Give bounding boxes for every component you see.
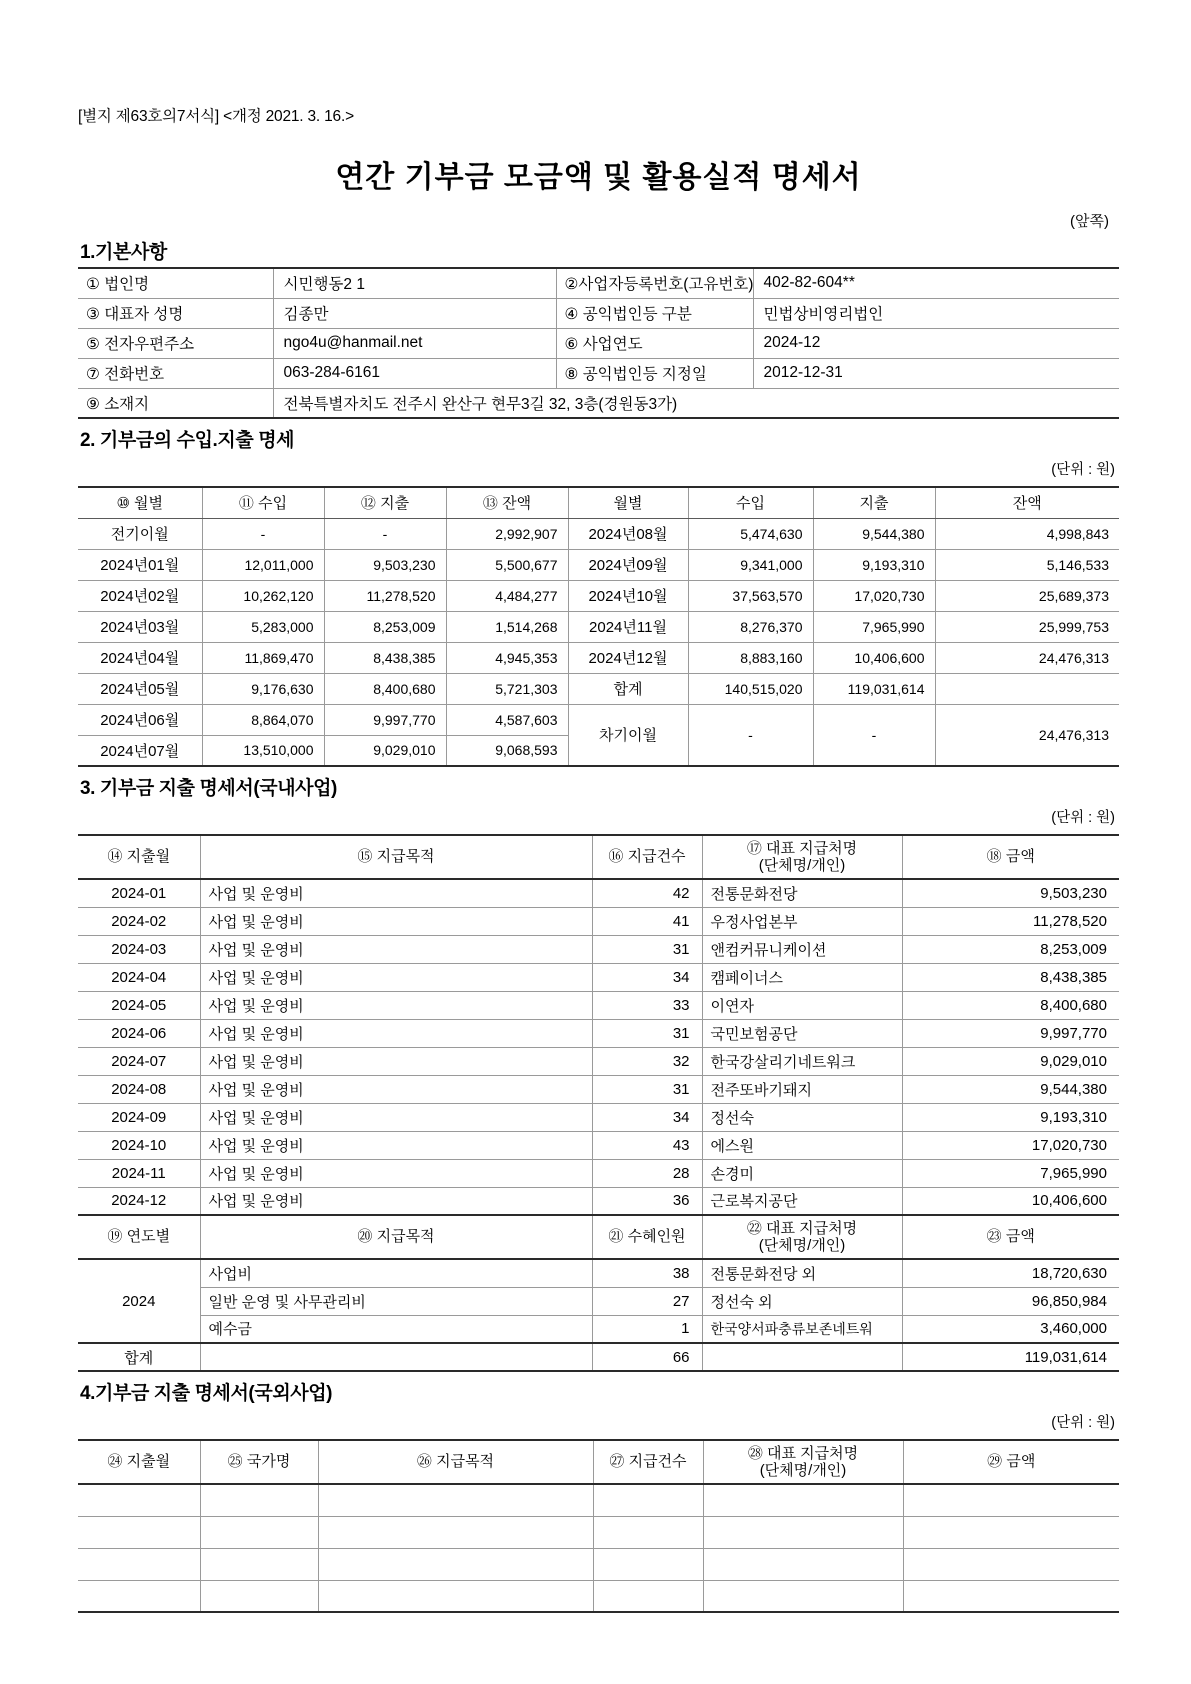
beneficiaries-cell: 38 (592, 1259, 702, 1287)
table-row (78, 879, 1119, 907)
payee-cell: 정선숙 (702, 1103, 902, 1131)
expense-month-cell: 2024-12 (78, 1187, 200, 1215)
col-header-income-left: ⑪ 수입 (202, 487, 324, 518)
beneficiaries-cell: 1 (592, 1315, 702, 1343)
basic-value-corp-name: 시민행동2 1 (273, 268, 556, 298)
payee-cell: 한국강살리기네트워크 (702, 1047, 902, 1075)
section4-heading: 4.기부금 지출 명세서(국외사업) (80, 1383, 333, 1404)
income-cell: 11,869,470 (202, 642, 324, 673)
income-cell: 37,563,570 (688, 580, 813, 611)
overseas-payee-cell (703, 1516, 903, 1548)
purpose-cell: 사업 및 운영비 (200, 879, 592, 907)
basic-value-corp-type: 민법상비영리법인 (753, 298, 1119, 328)
count-cell: 34 (592, 963, 702, 991)
col-header-payee-line2: (단체명/개인) (758, 857, 846, 874)
expense-month-cell: 2024-06 (78, 1019, 200, 1047)
expense-cell: 8,400,680 (324, 673, 446, 704)
overseas-month-cell (78, 1484, 200, 1516)
table-row (78, 328, 1119, 358)
country-cell (200, 1484, 318, 1516)
purpose-cell: 사업 및 운영비 (200, 1103, 592, 1131)
overseas-purpose-cell (318, 1580, 593, 1612)
col-header-balance-right: 잔액 (935, 487, 1119, 518)
overseas-payee-cell (703, 1548, 903, 1580)
payee-cell: 앤컴커뮤니케이션 (702, 935, 902, 963)
balance-cell: 4,945,353 (446, 642, 568, 673)
monthly-income-expense-table (78, 486, 1119, 767)
income-cell: - (202, 518, 324, 549)
basic-value-designation-date: 2012-12-31 (753, 358, 1119, 388)
carry-forward-label: 차기이월 (568, 704, 688, 766)
income-cell: 9,341,000 (688, 549, 813, 580)
col-header-payee-line1: ⑰ 대표 지급처명 (746, 839, 858, 857)
amount-cell: 9,997,770 (902, 1019, 1119, 1047)
income-cell: 5,474,630 (688, 518, 813, 549)
col-header-country: ㉕ 국가명 (200, 1440, 318, 1484)
beneficiaries-cell: 27 (592, 1287, 702, 1315)
income-cell: 9,176,630 (202, 673, 324, 704)
expense-month-cell: 2024-11 (78, 1159, 200, 1187)
yearly-payee-cell: 한국양서파충류보존네트워 (702, 1315, 902, 1343)
expense-cell: 9,029,010 (324, 735, 446, 766)
expense-cell: 9,503,230 (324, 549, 446, 580)
expense-cell: 9,544,380 (813, 518, 935, 549)
count-cell: 31 (592, 935, 702, 963)
income-cell: 13,510,000 (202, 735, 324, 766)
basic-label-corp-type: ④ 공익법인등 구분 (556, 298, 753, 328)
table-row (78, 1159, 1119, 1187)
table-row (78, 1075, 1119, 1103)
expense-cell: 17,020,730 (813, 580, 935, 611)
expense-month-cell: 2024-10 (78, 1131, 200, 1159)
table-row (78, 704, 1119, 735)
table-row (78, 611, 1119, 642)
table-row (78, 580, 1119, 611)
overseas-amount-cell (903, 1516, 1119, 1548)
amount-cell: 9,193,310 (902, 1103, 1119, 1131)
table-row (78, 642, 1119, 673)
table-row (78, 991, 1119, 1019)
income-cell: 8,276,370 (688, 611, 813, 642)
section2-unit-note: (단위 : 원) (1051, 462, 1115, 478)
income-cell: 12,011,000 (202, 549, 324, 580)
col-header-balance-left: ⑬ 잔액 (446, 487, 568, 518)
expense-cell: 7,965,990 (813, 611, 935, 642)
carry-forward-expense: - (813, 704, 935, 766)
expense-cell: 8,253,009 (324, 611, 446, 642)
table-row (78, 1187, 1119, 1215)
overseas-amount-cell (903, 1580, 1119, 1612)
col-header-yearly-payee-line2: (단체명/개인) (758, 1237, 846, 1254)
payee-cell: 국민보험공단 (702, 1019, 902, 1047)
total-purpose-cell (200, 1343, 592, 1371)
table-row (78, 388, 1119, 418)
amount-cell: 11,278,520 (902, 907, 1119, 935)
country-cell (200, 1548, 318, 1580)
month-cell: 전기이월 (78, 518, 202, 549)
overseas-month-cell (78, 1548, 200, 1580)
overseas-purpose-cell (318, 1516, 593, 1548)
income-cell: 8,883,160 (688, 642, 813, 673)
table-header-row-yearly (78, 1215, 1119, 1259)
month-cell: 2024년03월 (78, 611, 202, 642)
table-row (78, 1131, 1119, 1159)
domestic-expense-table (78, 834, 1119, 1372)
page-side-note: (앞쪽) (1070, 213, 1109, 230)
total-row-label: 합계 (568, 673, 688, 704)
payee-cell: 근로복지공단 (702, 1187, 902, 1215)
col-header-overseas-payee-line1: ㉘ 대표 지급처명 (747, 1444, 859, 1462)
table-row (78, 298, 1119, 328)
basic-value-fiscal-year: 2024-12 (753, 328, 1119, 358)
balance-cell: 5,146,533 (935, 549, 1119, 580)
expense-month-cell: 2024-04 (78, 963, 200, 991)
balance-cell: 25,689,373 (935, 580, 1119, 611)
col-header-yearly-payee (702, 1215, 902, 1259)
country-cell (200, 1516, 318, 1548)
payee-cell: 이연자 (702, 991, 902, 1019)
basic-label-address: ⑨ 소재지 (78, 388, 273, 418)
balance-cell: 24,476,313 (935, 642, 1119, 673)
count-cell: 28 (592, 1159, 702, 1187)
basic-label-biz-reg-no: ②사업자등록번호(고유번호) (556, 268, 753, 298)
count-cell: 33 (592, 991, 702, 1019)
section1-heading: 1.기본사항 (80, 242, 167, 263)
table-header-row (78, 1440, 1119, 1484)
yearly-amount-cell: 3,460,000 (902, 1315, 1119, 1343)
table-header-row (78, 835, 1119, 879)
col-header-yearly-purpose: ⑳ 지급목적 (200, 1215, 592, 1259)
amount-cell: 8,438,385 (902, 963, 1119, 991)
table-row (78, 963, 1119, 991)
col-header-overseas-payee (703, 1440, 903, 1484)
col-header-payment-purpose: ⑮ 지급목적 (200, 835, 592, 879)
basic-label-fiscal-year: ⑥ 사업연도 (556, 328, 753, 358)
payee-cell: 전주또바기돼지 (702, 1075, 902, 1103)
table-row (78, 1103, 1119, 1131)
expense-month-cell: 2024-02 (78, 907, 200, 935)
col-header-overseas-count: ㉗ 지급건수 (593, 1440, 703, 1484)
payee-cell: 캠페이너스 (702, 963, 902, 991)
yearly-purpose-cell: 사업비 (200, 1259, 592, 1287)
table-row (78, 1580, 1119, 1612)
month-cell: 2024년02월 (78, 580, 202, 611)
yearly-payee-cell: 정선숙 외 (702, 1287, 902, 1315)
basic-value-email: ngo4u@hanmail.net (273, 328, 556, 358)
col-header-overseas-purpose: ㉖ 지급목적 (318, 1440, 593, 1484)
section2-heading: 2. 기부금의 수입.지출 명세 (80, 430, 295, 451)
month-cell: 2024년04월 (78, 642, 202, 673)
col-header-overseas-month: ㉔ 지출월 (78, 1440, 200, 1484)
purpose-cell: 사업 및 운영비 (200, 991, 592, 1019)
page-title: 연간 기부금 모금액 및 활용실적 명세서 (335, 161, 862, 194)
amount-cell: 9,029,010 (902, 1047, 1119, 1075)
overseas-amount-cell (903, 1548, 1119, 1580)
table-row (78, 549, 1119, 580)
overseas-count-cell (593, 1580, 703, 1612)
month-cell: 2024년01월 (78, 549, 202, 580)
col-header-income-right: 수입 (688, 487, 813, 518)
table-row (78, 1484, 1119, 1516)
basic-value-biz-reg-no: 402-82-604** (753, 268, 1119, 298)
month-cell: 2024년10월 (568, 580, 688, 611)
carry-forward-balance: 24,476,313 (935, 704, 1119, 766)
table-row (78, 1315, 1119, 1343)
carry-forward-income: - (688, 704, 813, 766)
balance-cell: 2,992,907 (446, 518, 568, 549)
purpose-cell: 사업 및 운영비 (200, 1187, 592, 1215)
col-header-year: ⑲ 연도별 (78, 1215, 200, 1259)
amount-cell: 7,965,990 (902, 1159, 1119, 1187)
overseas-payee-cell (703, 1580, 903, 1612)
total-income-cell: 140,515,020 (688, 673, 813, 704)
month-cell: 2024년11월 (568, 611, 688, 642)
col-header-expense-left: ⑫ 지출 (324, 487, 446, 518)
amount-cell: 9,503,230 (902, 879, 1119, 907)
table-row (78, 1259, 1119, 1287)
month-cell: 2024년12월 (568, 642, 688, 673)
amount-cell: 8,400,680 (902, 991, 1119, 1019)
col-header-expense-month: ⑭ 지출월 (78, 835, 200, 879)
balance-cell: 5,721,303 (446, 673, 568, 704)
col-header-yearly-amount: ㉓ 금액 (902, 1215, 1119, 1259)
section3-heading: 3. 기부금 지출 명세서(국내사업) (80, 778, 337, 799)
col-header-payment-count: ⑯ 지급건수 (592, 835, 702, 879)
overseas-month-cell (78, 1580, 200, 1612)
payee-cell: 우정사업본부 (702, 907, 902, 935)
basic-info-table (78, 267, 1119, 419)
col-header-month-right: 월별 (568, 487, 688, 518)
expense-cell: 11,278,520 (324, 580, 446, 611)
basic-label-corp-name: ① 법인명 (78, 268, 273, 298)
table-row (78, 1287, 1119, 1315)
balance-cell: 4,998,843 (935, 518, 1119, 549)
purpose-cell: 사업 및 운영비 (200, 1159, 592, 1187)
balance-cell: 4,587,603 (446, 704, 568, 735)
basic-value-phone: 063-284-6161 (273, 358, 556, 388)
col-header-beneficiaries: ㉑ 수혜인원 (592, 1215, 702, 1259)
expense-month-cell: 2024-05 (78, 991, 200, 1019)
purpose-cell: 사업 및 운영비 (200, 1131, 592, 1159)
overseas-purpose-cell (318, 1548, 593, 1580)
overseas-month-cell (78, 1516, 200, 1548)
yearly-purpose-cell: 예수금 (200, 1315, 592, 1343)
expense-month-cell: 2024-09 (78, 1103, 200, 1131)
form-code: [별지 제63호의7서식] <개정 2021. 3. 16.> (78, 108, 354, 125)
basic-label-ceo-name: ③ 대표자 성명 (78, 298, 273, 328)
table-row (78, 358, 1119, 388)
income-cell: 10,262,120 (202, 580, 324, 611)
basic-label-phone: ⑦ 전화번호 (78, 358, 273, 388)
table-row (78, 935, 1119, 963)
count-cell: 31 (592, 1019, 702, 1047)
expense-month-cell: 2024-08 (78, 1075, 200, 1103)
balance-cell: 5,500,677 (446, 549, 568, 580)
table-row (78, 1019, 1119, 1047)
purpose-cell: 사업 및 운영비 (200, 1075, 592, 1103)
overseas-count-cell (593, 1484, 703, 1516)
income-cell: 8,864,070 (202, 704, 324, 735)
table-total-row (78, 1343, 1119, 1371)
table-row (78, 518, 1119, 549)
purpose-cell: 사업 및 운영비 (200, 1019, 592, 1047)
overseas-count-cell (593, 1516, 703, 1548)
month-cell: 2024년06월 (78, 704, 202, 735)
total-balance-cell (935, 673, 1119, 704)
col-header-overseas-payee-line2: (단체명/개인) (759, 1462, 847, 1479)
yearly-amount-cell: 96,850,984 (902, 1287, 1119, 1315)
total-label: 합계 (78, 1343, 200, 1371)
expense-cell: 9,997,770 (324, 704, 446, 735)
expense-cell: 9,193,310 (813, 549, 935, 580)
purpose-cell: 사업 및 운영비 (200, 1047, 592, 1075)
expense-cell: - (324, 518, 446, 549)
balance-cell: 9,068,593 (446, 735, 568, 766)
purpose-cell: 사업 및 운영비 (200, 935, 592, 963)
month-cell: 2024년08월 (568, 518, 688, 549)
purpose-cell: 사업 및 운영비 (200, 907, 592, 935)
overseas-payee-cell (703, 1484, 903, 1516)
country-cell (200, 1580, 318, 1612)
expense-cell: 10,406,600 (813, 642, 935, 673)
basic-value-ceo-name: 김종만 (273, 298, 556, 328)
count-cell: 41 (592, 907, 702, 935)
col-header-overseas-amount: ㉙ 금액 (903, 1440, 1119, 1484)
table-row (78, 673, 1119, 704)
total-beneficiaries-cell: 66 (592, 1343, 702, 1371)
yearly-purpose-cell: 일반 운영 및 사무관리비 (200, 1287, 592, 1315)
balance-cell: 4,484,277 (446, 580, 568, 611)
amount-cell: 9,544,380 (902, 1075, 1119, 1103)
basic-label-designation-date: ⑧ 공익법인등 지정일 (556, 358, 753, 388)
expense-month-cell: 2024-07 (78, 1047, 200, 1075)
col-header-payee (702, 835, 902, 879)
section3-unit-note: (단위 : 원) (1051, 810, 1115, 826)
income-cell: 5,283,000 (202, 611, 324, 642)
amount-cell: 10,406,600 (902, 1187, 1119, 1215)
table-row (78, 1548, 1119, 1580)
total-expense-cell: 119,031,614 (813, 673, 935, 704)
table-row (78, 268, 1119, 298)
count-cell: 32 (592, 1047, 702, 1075)
col-header-yearly-payee-line1: ㉒ 대표 지급처명 (746, 1219, 858, 1237)
overseas-amount-cell (903, 1484, 1119, 1516)
overseas-count-cell (593, 1548, 703, 1580)
yearly-amount-cell: 18,720,630 (902, 1259, 1119, 1287)
total-amount-cell: 119,031,614 (902, 1343, 1119, 1371)
balance-cell: 1,514,268 (446, 611, 568, 642)
count-cell: 31 (592, 1075, 702, 1103)
basic-value-address: 전북특별자치도 전주시 완산구 현무3길 32, 3층(경원동3가) (273, 388, 1119, 418)
count-cell: 43 (592, 1131, 702, 1159)
payee-cell: 손경미 (702, 1159, 902, 1187)
section4-unit-note: (단위 : 원) (1051, 1415, 1115, 1431)
amount-cell: 17,020,730 (902, 1131, 1119, 1159)
count-cell: 36 (592, 1187, 702, 1215)
table-row (78, 1047, 1119, 1075)
expense-cell: 8,438,385 (324, 642, 446, 673)
payee-cell: 에스원 (702, 1131, 902, 1159)
count-cell: 34 (592, 1103, 702, 1131)
table-row (78, 1516, 1119, 1548)
payee-cell: 전통문화전당 (702, 879, 902, 907)
table-header-row (78, 487, 1119, 518)
amount-cell: 8,253,009 (902, 935, 1119, 963)
col-header-expense-right: 지출 (813, 487, 935, 518)
count-cell: 42 (592, 879, 702, 907)
purpose-cell: 사업 및 운영비 (200, 963, 592, 991)
total-payee-cell (702, 1343, 902, 1371)
month-cell: 2024년09월 (568, 549, 688, 580)
table-row (78, 907, 1119, 935)
col-header-month-left: ⑩ 월별 (78, 487, 202, 518)
expense-month-cell: 2024-03 (78, 935, 200, 963)
balance-cell: 25,999,753 (935, 611, 1119, 642)
overseas-purpose-cell (318, 1484, 593, 1516)
month-cell: 2024년07월 (78, 735, 202, 766)
month-cell: 2024년05월 (78, 673, 202, 704)
overseas-expense-table (78, 1439, 1119, 1613)
expense-month-cell: 2024-01 (78, 879, 200, 907)
col-header-amount: ⑱ 금액 (902, 835, 1119, 879)
year-cell: 2024 (78, 1259, 200, 1343)
yearly-payee-cell: 전통문화전당 외 (702, 1259, 902, 1287)
basic-label-email: ⑤ 전자우편주소 (78, 328, 273, 358)
